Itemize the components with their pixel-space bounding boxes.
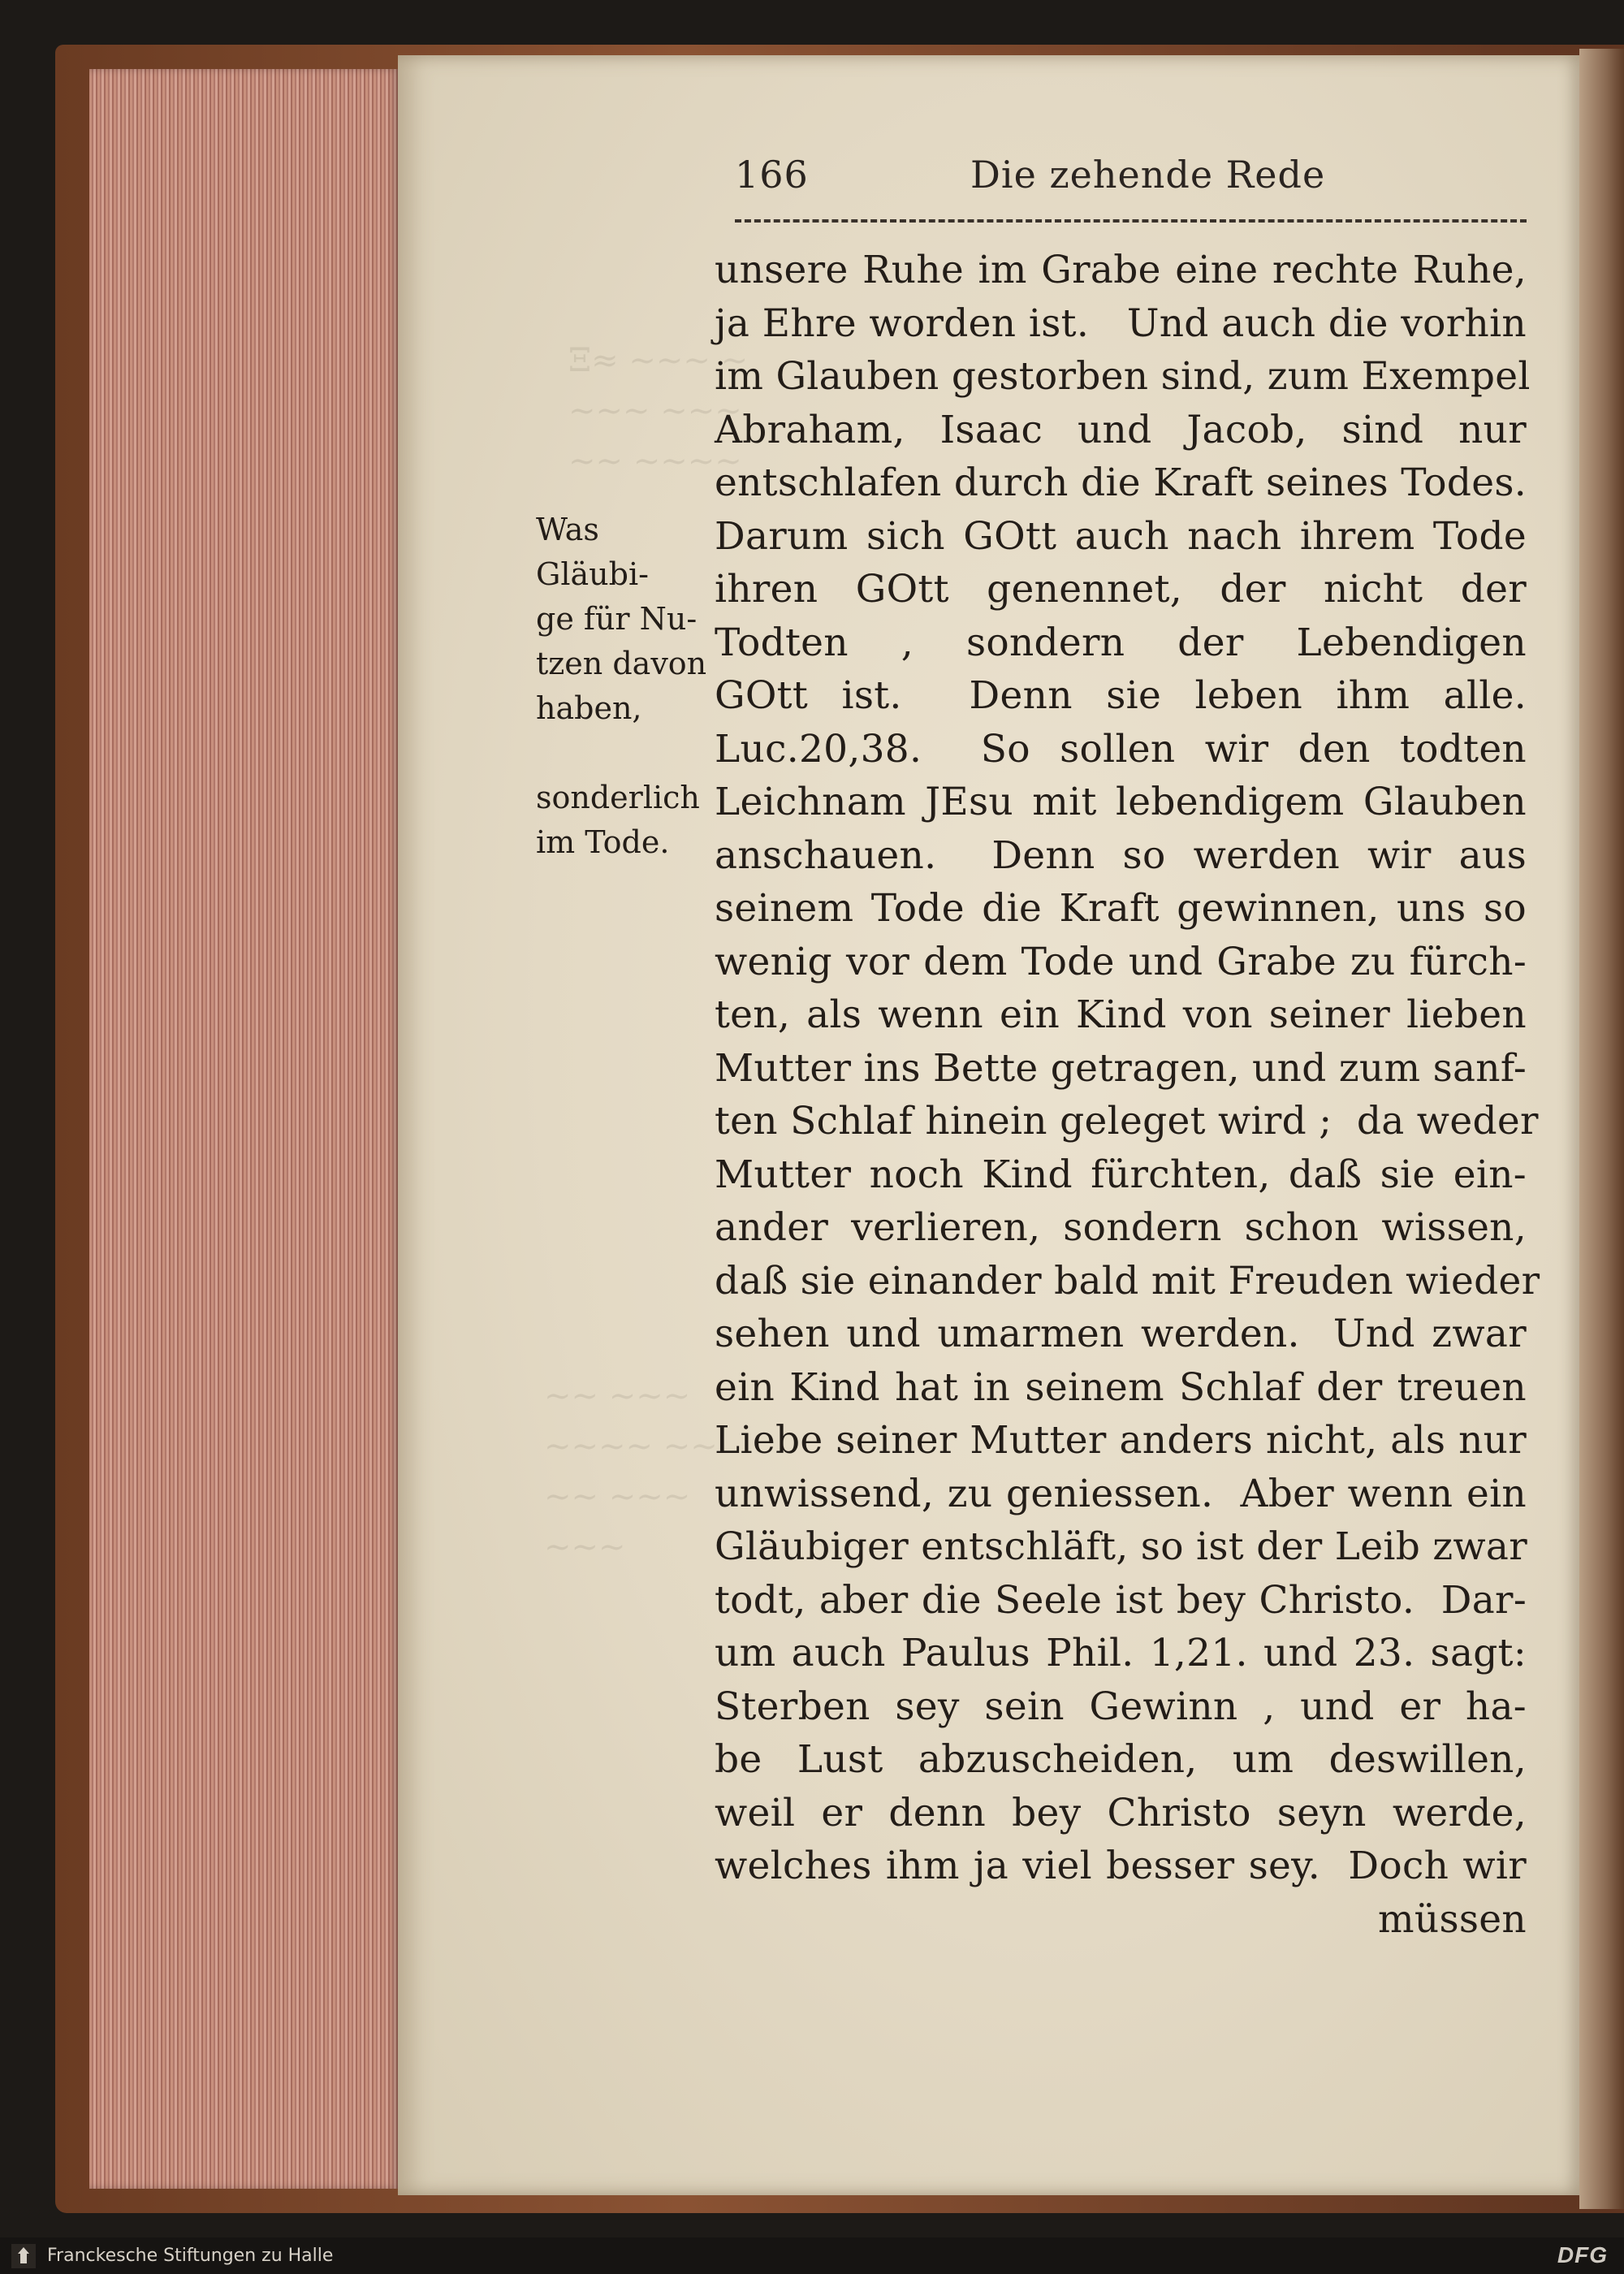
- running-title: Die zehende Rede: [970, 153, 1326, 197]
- text-line: Abraham, Isaac und Jacob, sind nur: [715, 407, 1527, 452]
- text-line: sehen und umarmen werden. Und zwar: [715, 1312, 1527, 1356]
- margin-note-line: sonderlich: [536, 780, 700, 815]
- body-text: [715, 244, 1540, 1946]
- text-line: GOtt ist. Denn sie leben ihm alle.: [715, 673, 1527, 718]
- dfg-logo: DFG: [1557, 2242, 1608, 2268]
- bleed-through-text: Ξ≈ ∼∼∼ ∼ ∼∼∼ ∼∼∼ ∼∼ ∼∼∼∼: [568, 342, 749, 480]
- text-line: be Lust abzuscheiden, um deswillen,: [715, 1737, 1527, 1782]
- bleed-through-text: ∼∼ ∼∼∼ ∼∼∼∼ ∼∼ ∼∼ ∼∼∼ ∼∼∼: [544, 1377, 718, 1566]
- text-line: anschauen. Denn so werden wir aus: [715, 832, 1527, 878]
- margin-note-line: Gläubi-: [536, 556, 649, 592]
- text-line: unwissend, zu geniessen. Aber wenn ein: [715, 1471, 1527, 1516]
- catchword: müssen: [1378, 1896, 1527, 1942]
- text-line: ander verlieren, sondern schon wissen,: [715, 1205, 1527, 1250]
- library-logo-icon: [11, 2244, 36, 2268]
- page-number: 166: [735, 153, 809, 197]
- page-edges: [89, 69, 400, 2189]
- margin-note-line: ge für Nu-: [536, 601, 698, 637]
- text-line: Liebe seiner Mutter anders nicht, als nur: [715, 1418, 1527, 1463]
- text-line: ein Kind hat in seinem Schlaf der treuen: [715, 1364, 1527, 1410]
- margin-note-line: Was: [536, 512, 599, 547]
- text-line: Mutter ins Bette getragen, und zum sanf-: [715, 1045, 1527, 1091]
- text-line: Mutter noch Kind fürchten, daß sie ein-: [715, 1152, 1527, 1197]
- text-line: ten Schlaf hinein geleget wird ; da weder: [715, 1099, 1539, 1143]
- margin-notes: [536, 508, 723, 865]
- text-line: seinem Tode die Kraft gewinnen, uns so: [715, 886, 1527, 931]
- header-rule: [735, 219, 1527, 223]
- viewer-footer: [0, 2237, 1624, 2274]
- text-line: entschlafen durch die Kraft seines Todes.: [715, 460, 1527, 505]
- text-line: Todten , sondern der Lebendigen: [715, 620, 1527, 665]
- text-line: Leichnam JEsu mit lebendigem Glauben: [715, 780, 1527, 824]
- margin-note-line: im Tode.: [536, 824, 670, 860]
- text-line: ihren GOtt genennet, der nicht der: [715, 567, 1527, 612]
- text-line: ten, als wenn ein Kind von seiner lieben: [715, 992, 1527, 1037]
- text-line: Luc.20,38. So sollen wir den todten: [715, 726, 1527, 772]
- text-line: Gläubiger entschläft, so ist der Leib zwar: [715, 1524, 1527, 1569]
- text-line: todt, aber die Seele ist bey Christo. Dar-: [715, 1577, 1527, 1623]
- text-line: Darum sich GOtt auch nach ihrem Tode: [715, 513, 1527, 559]
- text-line: wenig vor dem Tode und Grabe zu fürch-: [715, 939, 1527, 984]
- library-name: Franckesche Stiftungen zu Halle: [47, 2246, 334, 2266]
- text-line: unsere Ruhe im Grabe eine rechte Ruhe,: [715, 248, 1527, 292]
- margin-note-line: haben,: [536, 690, 642, 726]
- text-line: im Glauben gestorben sind, zum Exempel: [715, 354, 1531, 399]
- page-header: [735, 153, 1527, 201]
- text-line: welches ihm ja viel besser sey. Doch wir: [715, 1844, 1527, 1888]
- margin-note-line: tzen davon: [536, 646, 707, 681]
- text-line: daß sie einander bald mit Freuden wieder: [715, 1258, 1540, 1303]
- text-line: Sterben sey sein Gewinn , und er ha-: [715, 1684, 1527, 1729]
- text-line: um auch Paulus Phil. 1,21. und 23. sagt:: [715, 1631, 1527, 1675]
- text-line: ja Ehre worden ist. Und auch die vorhin: [715, 300, 1527, 346]
- right-page-edge: [1579, 49, 1624, 2209]
- text-line: weil er denn bey Christo seyn werde,: [715, 1790, 1527, 1835]
